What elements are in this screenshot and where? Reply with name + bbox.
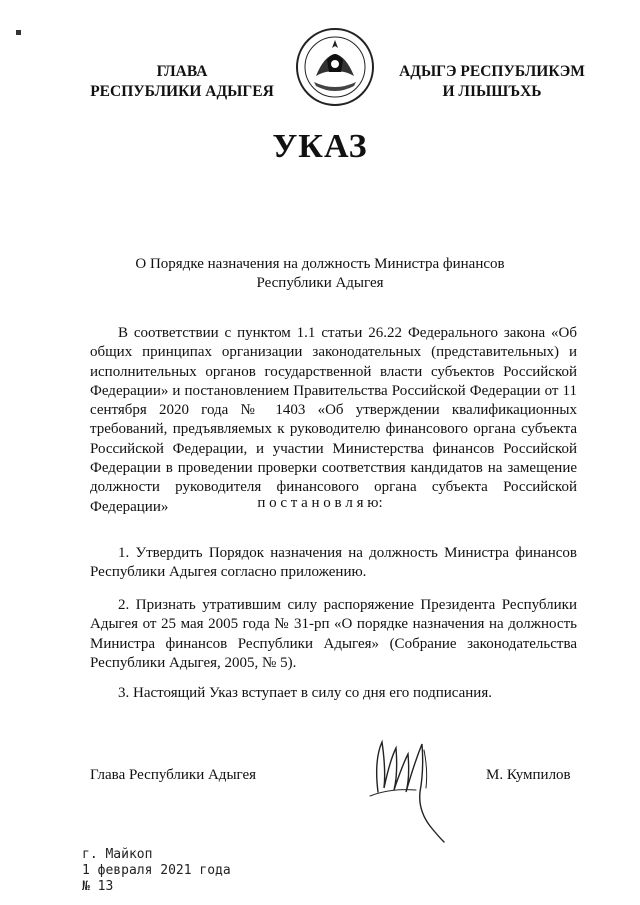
- decree-word: п о с т а н о в л я ю:: [257, 495, 383, 511]
- footer-city: г. Майкоп: [82, 847, 153, 862]
- subject-line-2: Республики Адыгея: [256, 275, 384, 291]
- footer-date: 1 февраля 2021 года: [82, 863, 231, 878]
- document-subject: [90, 255, 550, 293]
- header-left: [82, 62, 282, 102]
- scan-mark: [16, 30, 21, 35]
- coat-of-arms-emblem: [294, 26, 376, 108]
- header-right-line-1: АДЫГЭ РЕСПУБЛИКЭМ: [399, 63, 585, 80]
- decree-item-2: 2. Признать утратившим силу распоряжение Президента Республики Адыгея от 25 мая 2005 года № 31-рп «О порядке назначения на должность Министра финансов Республики Адыгея» (Собрание законодательства Республики Адыгея, 2005, № 5).: [90, 597, 577, 671]
- footer-number: № 13: [82, 879, 114, 894]
- decree-item-1: 1. Утвердить Порядок назначения на должность Министра финансов Республики Адыгея согласно приложению.: [90, 545, 577, 581]
- header-right: [392, 62, 592, 102]
- signatory-position: Глава Республики Адыгея: [90, 767, 257, 783]
- handwritten-signature: [360, 730, 470, 850]
- signatory-name: М. Кумпилов: [486, 767, 571, 783]
- subject-line-1: О Порядке назначения на должность Министра финансов: [135, 256, 505, 272]
- document-type: УКАЗ: [272, 128, 368, 165]
- header-right-line-2: И ЛІЫШЪХЬ: [442, 83, 542, 100]
- header-left-line-2: РЕСПУБЛИКИ АДЫГЕЯ: [90, 83, 274, 100]
- footer-block: [82, 847, 231, 895]
- decree-item-3: 3. Настоящий Указ вступает в силу со дня его подписания.: [118, 685, 492, 701]
- header-left-line-1: ГЛАВА: [156, 63, 208, 80]
- preamble-paragraph: В соответствии с пунктом 1.1 статьи 26.22 Федерального закона «Об общих принципах организации законодательных (представительных) и исполнительных органов государственной власти субъектов Российской Федерации» и постановлением Правительства Российской Федерации от 11 сентября 2020 года № 1403 «Об утверждении квалификационных требований, предъявляемых к руководителю финансового органа субъекта Российской Федерации, и участии Министерства финансов Российской Федерации в проведении проверки соответствия кандидатов на замещение должности руководителя финансового органа субъекта Российской Федерации»: [90, 325, 577, 515]
